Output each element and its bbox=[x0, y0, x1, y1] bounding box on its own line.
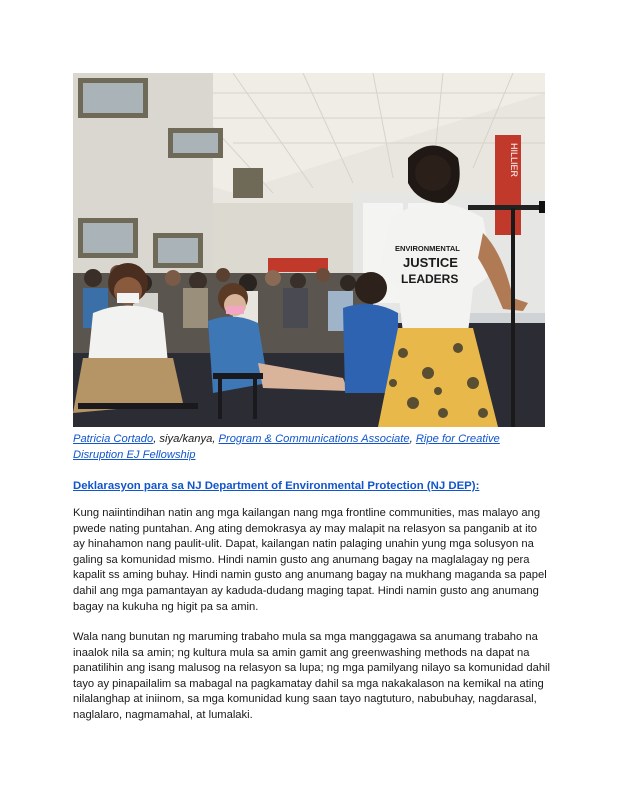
shirt-text-1: ENVIRONMENTAL bbox=[395, 244, 460, 253]
paragraph-2: Wala nang bunutan ng maruming trabaho mula sa mga manggagawa sa anumang trabaho na inaalok nila sa amin; ng kultura mula sa amin gamit ang greenwashing methods na dapat na panatilihin ang isang malusog na relasyon sa lupa; ng mga pamilyang nilayo sa komunidad dahil tayo ay pinapailalim sa mabagal na pagkamatay dahil sa mga nakakalason na kemikal na ating nilalanghap at iniinom, sa mga komunidad kung saan tayo nagtuturo, nabubuhay, nagdarasal, naglalaro, nagmamahal, at lumalaki. bbox=[73, 631, 551, 721]
caption-pronouns: , siya/kanya, bbox=[153, 433, 219, 445]
declaration-heading bbox=[73, 478, 553, 494]
caption-role-link[interactable]: Program & Communications Associate bbox=[218, 433, 410, 445]
caption-separator: , bbox=[409, 433, 416, 445]
shirt-text-2: JUSTICE bbox=[403, 255, 458, 270]
caption-name-link[interactable]: Patricia Cortado bbox=[73, 433, 154, 445]
banner-text: HILLIER bbox=[509, 143, 519, 178]
event-photo-illustration bbox=[73, 73, 545, 427]
declaration-heading-link[interactable]: Deklarasyon para sa NJ Department of Environmental Protection (NJ DEP) bbox=[73, 480, 476, 492]
caption-fellowship-link[interactable]: Ripe for Creative Disruption EJ Fellowship bbox=[73, 433, 500, 461]
paragraph-1: Kung naiintindihan natin ang mga kailangan nang mga frontline communities, mas malayo ang pwede nating puntahan. Ang ating demokrasya ay may malapit na relasyon sa panganib at ito ay hinahamon nang paulit-ulit. Dapat, kailangan natin palaging unahin yung mga solusyon na galing sa komunidad mismo. Hindi namin gusto ang anumang bagay na maglalagay ng pera kapalit ss aming buhay. Hindi namin gusto ang anumang bagay na mukhang maganda sa papel dahil ang mga pamantayan ay kaduda-dudang maging tapat. Hindi namin gusto ang anumang bagay na kukuha ng higit pa sa amin. bbox=[73, 507, 547, 613]
shirt-text-3: LEADERS bbox=[401, 272, 459, 286]
declaration-heading-suffix[interactable]: : bbox=[475, 480, 480, 492]
event-photo bbox=[73, 73, 545, 427]
photo-caption bbox=[73, 431, 553, 463]
